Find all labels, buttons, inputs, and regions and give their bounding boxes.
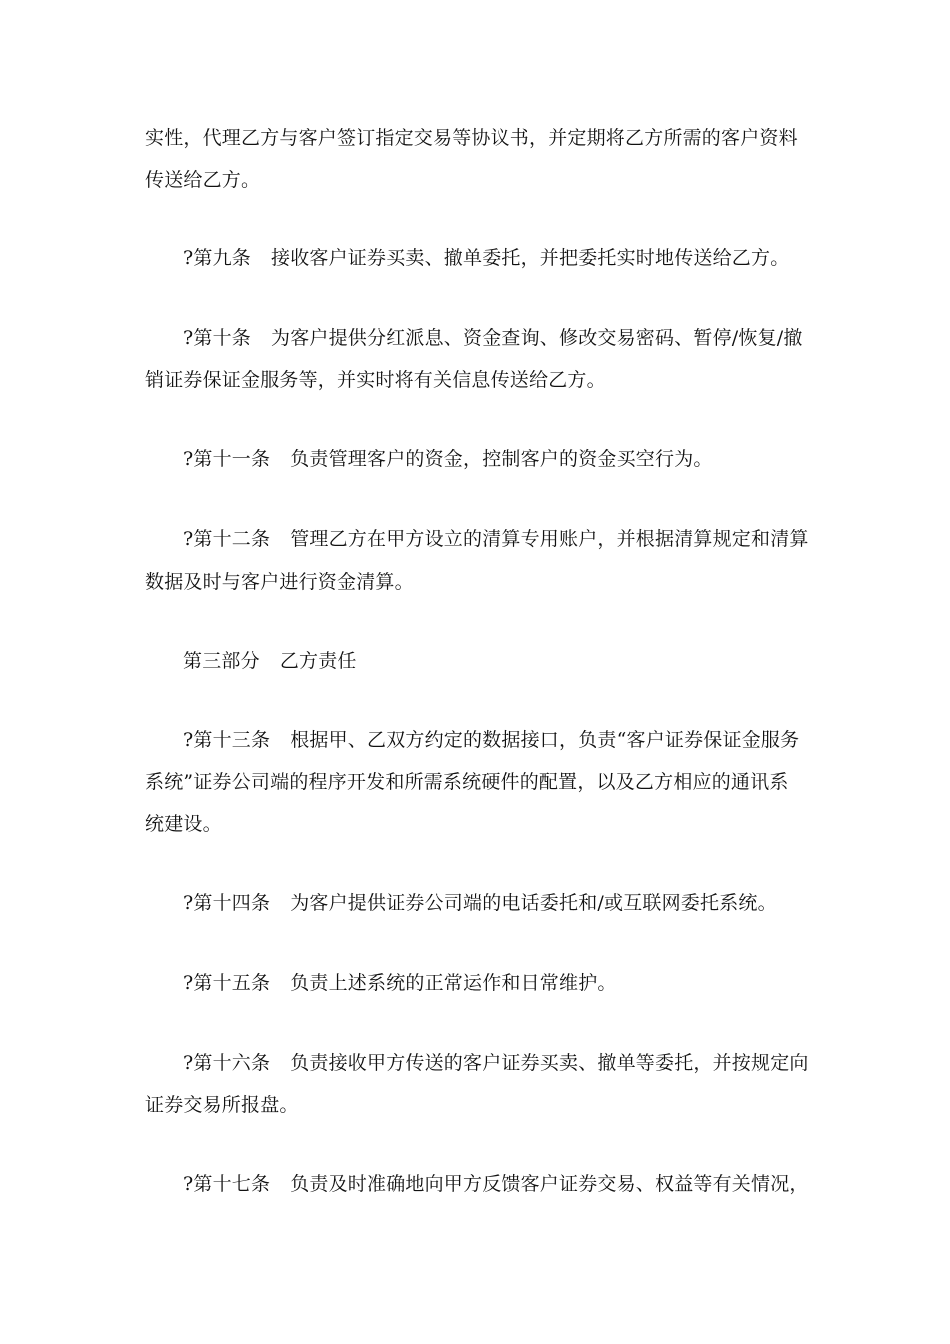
paragraph-continuation-line-2: 传送给乙方。 [145,169,261,191]
article-9 [183,246,789,270]
article-15-label: ?第十五条 [183,972,271,994]
article-11 [183,447,713,471]
article-13-label: ?第十三条 [183,729,271,751]
section-label: 第三部分 [183,650,260,672]
article-10-label: ?第十条 [183,327,251,349]
article-9-label: ?第九条 [183,247,251,269]
article-15 [183,971,617,995]
article-13 [183,728,799,752]
article-10-text-line-1: 为客户提供分红派息、资金查询、修改交易密码、暂停/恢复/撤 [271,327,803,349]
article-17-text: 负责及时准确地向甲方反馈客户证券交易、权益等有关情况， [290,1173,809,1195]
article-10 [183,326,803,350]
article-12-text-line-1: 管理乙方在甲方设立的清算专用账户，并根据清算规定和清算 [290,528,809,550]
paragraph-continuation-line-1: 实性，代理乙方与客户签订指定交易等协议书，并定期将乙方所需的客户资料 [145,127,798,149]
article-10-text-line-2: 销证券保证金服务等，并实时将有关信息传送给乙方。 [145,369,606,391]
article-16 [183,1051,809,1075]
article-16-label: ?第十六条 [183,1052,271,1074]
article-11-text: 负责管理客户的资金，控制客户的资金买空行为。 [290,448,713,470]
article-14-text: 为客户提供证券公司端的电话委托和/或互联网委托系统。 [290,892,777,914]
article-16-text-line-1: 负责接收甲方传送的客户证券买卖、撤单等委托，并按规定向 [290,1052,809,1074]
article-9-text: 接收客户证券买卖、撤单委托，并把委托实时地传送给乙方。 [271,247,790,269]
article-17-label: ?第十七条 [183,1173,271,1195]
article-14-label: ?第十四条 [183,892,271,914]
article-12-label: ?第十二条 [183,528,271,550]
article-14 [183,891,777,915]
article-11-label: ?第十一条 [183,448,271,470]
article-17 [183,1172,809,1196]
article-12 [183,527,809,551]
article-13-text-line-1: 根据甲、乙双方约定的数据接口，负责“客户证券保证金服务 [290,729,800,751]
section-title: 乙方责任 [279,650,357,672]
article-13-text-line-2: 系统”证券公司端的程序开发和所需系统硬件的配置，以及乙方相应的通讯系 [145,771,789,793]
article-12-text-line-2: 数据及时与客户进行资金清算。 [145,571,414,593]
article-13-text-line-3: 统建设。 [145,813,222,835]
article-16-text-line-2: 证券交易所报盘。 [145,1094,299,1116]
article-15-text: 负责上述系统的正常运作和日常维护。 [290,972,617,994]
section-heading [183,649,357,673]
